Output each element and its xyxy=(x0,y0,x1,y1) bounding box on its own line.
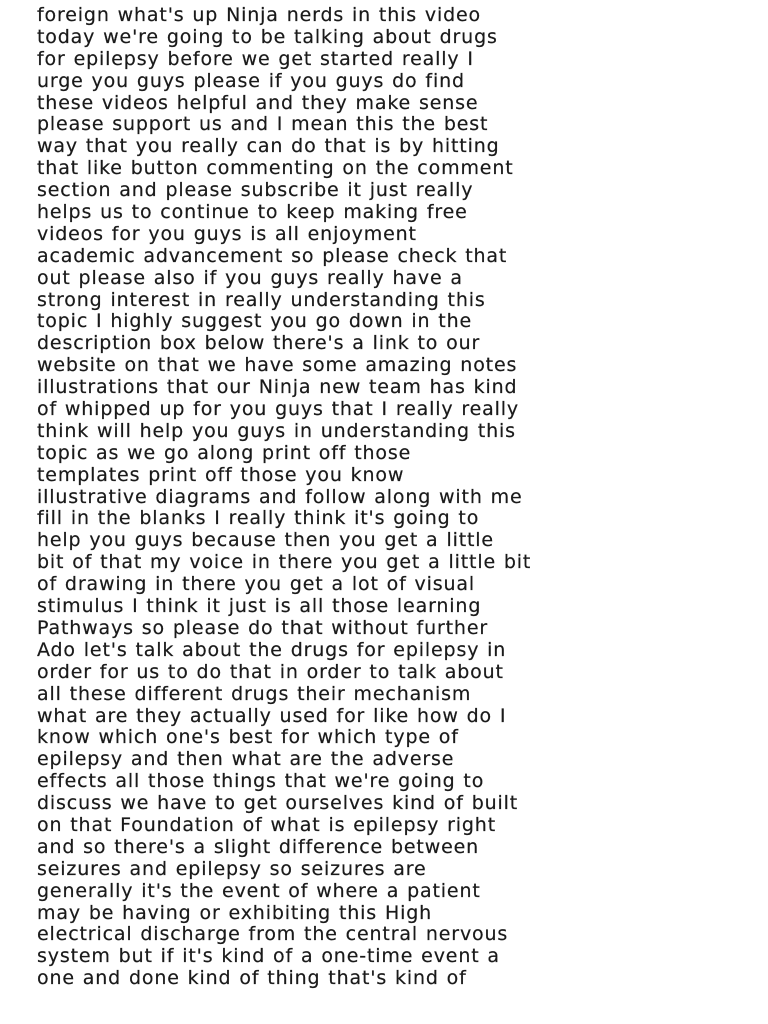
transcript-line: all these different drugs their mechanism xyxy=(37,682,472,705)
transcript-line: and so there's a slight difference between xyxy=(37,835,480,858)
transcript-line: one and done kind of thing that's kind of xyxy=(37,967,467,990)
transcript-line: Ado let's talk about the drugs for epilepsy in xyxy=(37,638,507,661)
transcript-line: epilepsy and then what are the adverse xyxy=(37,748,455,771)
transcript-line: strong interest in really understanding this xyxy=(37,288,486,311)
transcript-line: description box below there's a link to our xyxy=(37,332,481,355)
transcript-line: help you guys because then you get a little xyxy=(37,529,494,552)
transcript-line: that like button commenting on the comment xyxy=(37,157,514,180)
transcript-line: way that you really can do that is by hitting xyxy=(37,135,500,158)
transcript-line: what are they actually used for like how do I xyxy=(37,704,507,727)
transcript-line: system but if it's kind of a one-time event a xyxy=(37,945,500,968)
transcript-line: think will help you guys in understanding this xyxy=(37,419,516,442)
transcript-line: topic I highly suggest you go down in the xyxy=(37,310,473,333)
transcript-line: seizures and epilepsy so seizures are xyxy=(37,857,427,880)
transcript-line: effects all those things that we're going to xyxy=(37,770,485,793)
transcript-line: know which one's best for which type of xyxy=(37,726,459,749)
transcript-line: illustrations that our Ninja new team has kind xyxy=(37,376,518,399)
transcript-line: videos for you guys is all enjoyment xyxy=(37,222,417,245)
transcript-line: out please also if you guys really have a xyxy=(37,266,463,289)
transcript-line: generally it's the event of where a patient xyxy=(37,879,481,902)
transcript-line: discuss we have to get ourselves kind of built xyxy=(37,792,519,815)
transcript-line: helps us to continue to keep making free xyxy=(37,201,468,224)
transcript-line: for epilepsy before we get started really I xyxy=(37,47,474,70)
transcript-line: academic advancement so please check that xyxy=(37,244,508,267)
transcript-line: fill in the blanks I really think it's going to xyxy=(37,507,480,530)
transcript-line: templates print off those you know xyxy=(37,463,405,486)
transcript-line: please support us and I mean this the best xyxy=(37,113,489,136)
transcript-line: Pathways so please do that without further xyxy=(37,616,489,639)
transcript-line: order for us to do that in order to talk about xyxy=(37,660,504,683)
transcript-line: these videos helpful and they make sense xyxy=(37,91,479,114)
transcript-line: topic as we go along print off those xyxy=(37,441,412,464)
transcript-line: illustrative diagrams and follow along with me xyxy=(37,485,523,508)
transcript-line: urge you guys please if you guys do find xyxy=(37,69,465,92)
transcript-line: website on that we have some amazing notes xyxy=(37,354,518,377)
transcript-text xyxy=(37,5,757,990)
transcript-line: of whipped up for you guys that I really really xyxy=(37,398,519,421)
transcript-line: section and please subscribe it just really xyxy=(37,179,474,202)
transcript-line: bit of that my voice in there you get a little bit xyxy=(37,551,532,574)
transcript-line: foreign what's up Ninja nerds in this video xyxy=(37,4,482,26)
transcript-line: may be having or exhibiting this High xyxy=(37,901,433,924)
transcript-line: electrical discharge from the central nervous xyxy=(37,923,509,946)
transcript-line: stimulus I think it just is all those learning xyxy=(37,595,482,618)
transcript-line: of drawing in there you get a lot of visual xyxy=(37,573,476,596)
transcript-line: on that Foundation of what is epilepsy right xyxy=(37,813,496,836)
transcript-line: today we're going to be talking about drugs xyxy=(37,25,498,48)
